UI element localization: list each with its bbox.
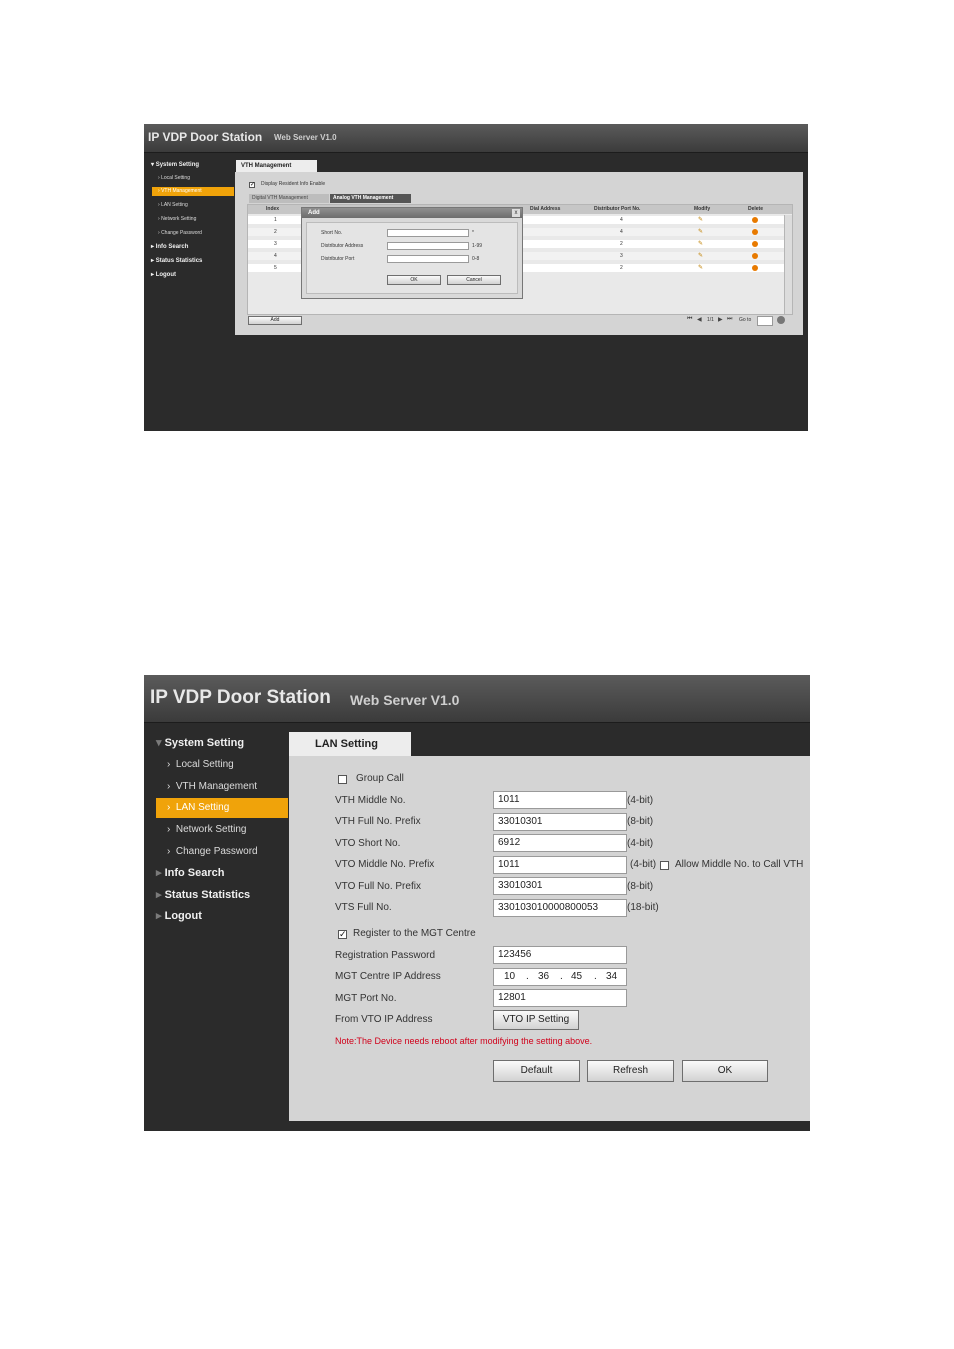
subtab-digital[interactable]: Digital VTH Management bbox=[249, 194, 329, 203]
sidebar-item-change-password[interactable]: › Change Password bbox=[158, 230, 202, 236]
sidebar bbox=[144, 153, 234, 431]
default-button[interactable]: Default bbox=[493, 1060, 580, 1082]
delete-icon[interactable] bbox=[752, 253, 758, 259]
scrollbar[interactable] bbox=[784, 215, 792, 314]
app-title: IP VDP Door Station bbox=[148, 130, 263, 144]
add-dialog-titlebar bbox=[302, 208, 522, 218]
vth-middle-no-label: VTH Middle No. bbox=[335, 795, 406, 806]
sidebar-item-local-setting[interactable]: › Local Setting bbox=[167, 759, 234, 770]
sidebar bbox=[144, 723, 288, 1131]
dialog-ok-button[interactable]: OK bbox=[387, 275, 441, 285]
vto-ip-setting-button[interactable]: VTO IP Setting bbox=[493, 1010, 579, 1030]
vth-full-prefix-label: VTH Full No. Prefix bbox=[335, 816, 421, 827]
mgt-ip-octet-2[interactable]: 36 bbox=[538, 971, 550, 982]
ok-button[interactable]: OK bbox=[682, 1060, 768, 1082]
vth-full-prefix-unit: (8-bit) bbox=[627, 816, 654, 827]
vto-full-prefix-unit: (8-bit) bbox=[627, 881, 654, 892]
sidebar-item-network-setting[interactable]: › Network Setting bbox=[158, 216, 197, 222]
mgt-ip-octet-1[interactable]: 10 bbox=[504, 971, 516, 982]
table-row[interactable]: 3 2 ✎ bbox=[248, 240, 792, 248]
col-dial-address: Dial Address bbox=[530, 206, 561, 212]
register-mgt-checkbox[interactable]: ✓ bbox=[339, 929, 347, 939]
dialog-cancel-button[interactable]: Cancel bbox=[447, 275, 501, 285]
add-dialog-title: Add bbox=[308, 210, 320, 216]
pager-next-icon[interactable]: ▶ bbox=[718, 317, 723, 323]
mgt-ip-input[interactable]: 10 . 36 . 45 . 34 bbox=[493, 968, 627, 986]
close-icon[interactable]: x bbox=[512, 209, 520, 217]
sidebar-item-local-setting[interactable]: › Local Setting bbox=[158, 175, 190, 181]
table-row[interactable]: 2 4 ✎ bbox=[248, 228, 792, 236]
app-subtitle: Web Server V1.0 bbox=[274, 133, 337, 142]
short-no-input[interactable] bbox=[387, 229, 469, 237]
pager-goto-input[interactable] bbox=[757, 316, 773, 326]
sidebar-item-vth-management[interactable]: › VTH Management bbox=[152, 187, 234, 196]
app-title: IP VDP Door Station bbox=[150, 687, 331, 708]
sidebar-info-search[interactable]: ▸ Info Search bbox=[156, 867, 225, 879]
add-dialog bbox=[301, 207, 523, 299]
vto-middle-prefix-unit: (4-bit) bbox=[630, 859, 657, 870]
distributor-address-input[interactable] bbox=[387, 242, 469, 250]
distributor-port-input[interactable] bbox=[387, 255, 469, 263]
vto-full-prefix-input[interactable]: 33010301 bbox=[493, 877, 627, 895]
delete-icon[interactable] bbox=[752, 265, 758, 271]
register-mgt-label: Register to the MGT Centre bbox=[353, 928, 476, 939]
pager-go-icon[interactable] bbox=[777, 316, 785, 324]
modify-icon[interactable]: ✎ bbox=[698, 253, 704, 259]
col-index: Index bbox=[266, 206, 280, 212]
table-row[interactable]: 5 2 ✎ bbox=[248, 264, 792, 272]
allow-middle-label: Allow Middle No. to Call VTH bbox=[675, 859, 804, 870]
vto-middle-prefix-input[interactable]: 1011 bbox=[493, 856, 627, 874]
vto-short-no-input[interactable]: 6912 bbox=[493, 834, 627, 852]
vto-short-no-label: VTO Short No. bbox=[335, 838, 401, 849]
mgt-ip-label: MGT Centre IP Address bbox=[335, 971, 441, 982]
reg-password-label: Registration Password bbox=[335, 950, 436, 961]
pager-first-icon[interactable]: ⏮ bbox=[687, 316, 693, 322]
group-call-checkbox[interactable] bbox=[338, 775, 347, 784]
mgt-port-input[interactable]: 12801 bbox=[493, 989, 627, 1007]
mgt-ip-octet-4[interactable]: 34 bbox=[606, 971, 618, 982]
tab-lan-setting[interactable]: LAN Setting bbox=[289, 732, 411, 756]
add-dialog-body bbox=[306, 222, 518, 294]
pager-prev-icon[interactable]: ◀ bbox=[697, 317, 702, 323]
refresh-button[interactable]: Refresh bbox=[587, 1060, 674, 1082]
delete-icon[interactable] bbox=[752, 229, 758, 235]
mgt-port-label: MGT Port No. bbox=[335, 993, 397, 1004]
distributor-port-label: Distributor Port bbox=[321, 256, 355, 262]
sidebar-item-lan-setting[interactable]: › LAN Setting bbox=[158, 202, 188, 208]
sidebar-item-change-password[interactable]: › Change Password bbox=[167, 846, 258, 857]
vth-middle-no-input[interactable]: 1011 bbox=[493, 791, 627, 809]
short-no-hint: * bbox=[472, 230, 474, 236]
display-resident-checkbox[interactable]: ✓ bbox=[250, 182, 256, 188]
pager-goto-label: Go to bbox=[739, 317, 752, 323]
col-port: Distributor Port No. bbox=[594, 206, 641, 212]
group-call-label: Group Call bbox=[356, 773, 404, 784]
vth-management-screenshot bbox=[144, 124, 808, 431]
table-row[interactable]: 1 4 ✎ bbox=[248, 216, 792, 224]
mgt-ip-octet-3[interactable]: 45 bbox=[571, 971, 583, 982]
reg-password-input[interactable]: 123456 bbox=[493, 946, 627, 964]
table-row[interactable]: 4 3 ✎ bbox=[248, 252, 792, 260]
vto-short-no-unit: (4-bit) bbox=[627, 838, 654, 849]
display-resident-label: Display Resident Info Enable bbox=[261, 181, 326, 187]
app-header bbox=[144, 124, 808, 153]
pager-page: 1/1 bbox=[707, 317, 714, 323]
tab-vth-management[interactable]: VTH Management bbox=[236, 160, 317, 172]
sidebar-info-search[interactable]: ▸ Info Search bbox=[151, 244, 189, 250]
add-button[interactable]: Add bbox=[248, 316, 302, 325]
modify-icon[interactable]: ✎ bbox=[698, 265, 704, 271]
sidebar-status-statistics[interactable]: ▸ Status Statistics bbox=[151, 258, 203, 264]
app-header bbox=[144, 675, 810, 723]
sidebar-system-setting[interactable]: ▾ System Setting bbox=[156, 737, 245, 749]
app-subtitle: Web Server V1.0 bbox=[350, 692, 460, 708]
short-no-label: Short No. bbox=[321, 230, 343, 236]
modify-icon[interactable]: ✎ bbox=[698, 217, 704, 223]
sidebar-logout[interactable]: ▸ Logout bbox=[151, 272, 177, 278]
distributor-address-hint: 1-99 bbox=[472, 243, 483, 249]
vts-full-no-input[interactable]: 330103010000800053 bbox=[493, 899, 627, 917]
distributor-address-label: Distributor Address bbox=[321, 243, 364, 249]
vth-middle-no-unit: (4-bit) bbox=[627, 795, 654, 806]
vts-full-no-unit: (18-bit) bbox=[627, 902, 659, 913]
distributor-port-hint: 0-8 bbox=[472, 256, 480, 262]
col-modify: Modify bbox=[694, 206, 711, 212]
sidebar-status-statistics[interactable]: ▸ Status Statistics bbox=[156, 889, 251, 901]
col-delete: Delete bbox=[748, 206, 764, 212]
delete-icon[interactable] bbox=[752, 217, 758, 223]
allow-middle-checkbox[interactable] bbox=[660, 861, 669, 870]
pager bbox=[687, 316, 791, 326]
vto-full-prefix-label: VTO Full No. Prefix bbox=[335, 881, 421, 892]
vts-full-no-label: VTS Full No. bbox=[335, 902, 392, 913]
sidebar-item-lan-setting[interactable]: › LAN Setting bbox=[156, 798, 288, 818]
content-panel bbox=[289, 756, 810, 1121]
subtab-analog[interactable]: Analog VTH Management bbox=[330, 194, 411, 203]
vto-middle-prefix-label: VTO Middle No. Prefix bbox=[335, 859, 435, 870]
sidebar-logout[interactable]: ▸ Logout bbox=[156, 910, 202, 922]
sidebar-item-vth-management[interactable]: › VTH Management bbox=[167, 781, 258, 792]
lan-setting-screenshot bbox=[144, 675, 810, 1131]
delete-icon[interactable] bbox=[752, 241, 758, 247]
sidebar-item-network-setting[interactable]: › Network Setting bbox=[167, 824, 247, 835]
modify-icon[interactable]: ✎ bbox=[698, 229, 704, 235]
reboot-note: Note:The Device needs reboot after modifying the setting above. bbox=[335, 1036, 593, 1046]
modify-icon[interactable]: ✎ bbox=[698, 241, 704, 247]
vth-full-prefix-input[interactable]: 33010301 bbox=[493, 813, 627, 831]
pager-last-icon[interactable]: ⏭ bbox=[727, 316, 733, 322]
from-vto-label: From VTO IP Address bbox=[335, 1014, 433, 1025]
sidebar-system-setting[interactable]: ▾ System Setting bbox=[151, 162, 200, 168]
